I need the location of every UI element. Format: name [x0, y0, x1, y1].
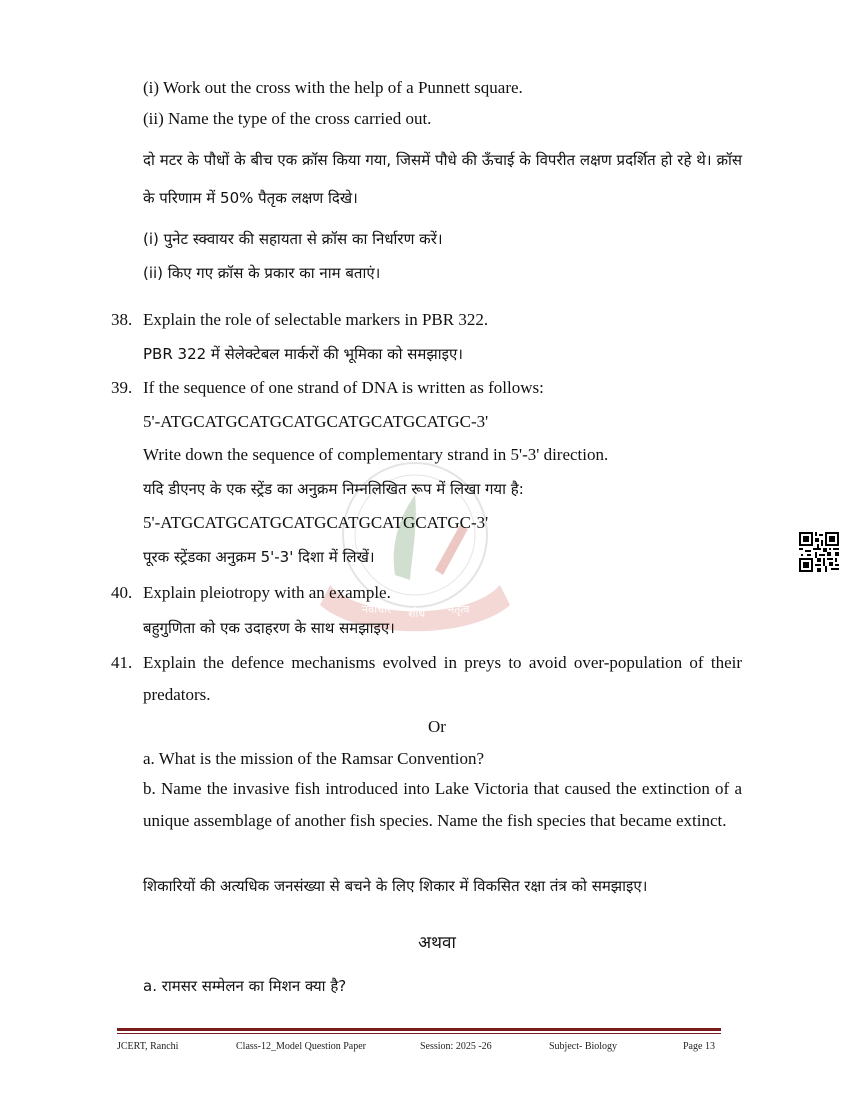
motto-3: नेतृत्व — [448, 603, 470, 616]
footer-session: Session: 2025 -26 — [420, 1041, 492, 1052]
q40-text: Explain pleiotropy with an example. — [143, 583, 391, 602]
q37-part-i: (i) Work out the cross with the help of a Punnett square. — [143, 78, 523, 97]
motto-2: शोध — [408, 607, 426, 620]
qr-code-icon — [799, 532, 839, 572]
footer-page-number: Page 13 — [683, 1041, 715, 1052]
footer-org: JCERT, Ranchi — [117, 1041, 179, 1052]
footer-rule-thick — [117, 1028, 721, 1031]
question-number-40: 40. — [111, 583, 133, 602]
q37-hindi-part-i: (i) पुनेट स्क्वायर की सहायता से क्रॉस का निर्धारण करें। — [143, 230, 443, 248]
footer-paper: Class-12_Model Question Paper — [236, 1041, 366, 1052]
q39-text-2: Write down the sequence of complementary strand in 5'-3' direction. — [143, 445, 609, 464]
q39-text: If the sequence of one strand of DNA is written as follows: — [143, 378, 544, 397]
q39-sequence: 5'-ATGCATGCATGCATGCATGCATGCATGC-3' — [143, 412, 489, 431]
q39-hindi-2: पूरक स्ट्रेंडका अनुक्रम 5'-3' दिशा में लिखें। — [143, 548, 375, 566]
question-number-39: 39. — [111, 378, 133, 397]
q38-hindi: PBR 322 में सेलेक्टेबल मार्करों की भूमिका को समझाइए। — [143, 345, 463, 363]
q37-hindi-part-ii: (ii) किए गए क्रॉस के प्रकार का नाम बताएं। — [143, 264, 381, 282]
question-number-41: 41. — [111, 653, 133, 672]
q41-hindi: शिकारियों की अत्यधिक जनसंख्या से बचने के लिए शिकार में विकसित रक्षा तंत्र को समझाइए। — [143, 877, 648, 895]
q41-hindi-or: अथवा — [418, 933, 456, 953]
q41-part-b: b. Name the invasive fish introduced into Lake Victoria that caused the extinction of a unique assemblage of another fish species. Name the fish species that became extinct. — [143, 779, 742, 830]
q41-part-a: a. What is the mission of the Ramsar Convention? — [143, 749, 485, 768]
footer-subject: Subject- Biology — [549, 1041, 618, 1052]
q41-text: Explain the defence mechanisms evolved in preys to avoid over-population of their predators. — [143, 653, 742, 704]
footer-rule-thin — [117, 1033, 721, 1034]
q41-or: Or — [428, 717, 446, 736]
q37-part-ii: (ii) Name the type of the cross carried out. — [143, 109, 432, 128]
q39-sequence-hindi: 5'-ATGCATGCATGCATGCATGCATGCATGC-3' — [143, 513, 489, 532]
q38-text: Explain the role of selectable markers in PBR 322. — [143, 310, 489, 329]
q37-hindi-stem: दो मटर के पौधों के बीच एक क्रॉस किया गया, जिसमें पौधे की ऊँचाई के विपरीत लक्षण प्रदर्शित हो रहे थे। क्रॉस के परिणाम में 50% पैतृक लक्षण दिखे। — [143, 151, 742, 207]
question-number-38: 38. — [111, 310, 133, 329]
motto-1: नवाचार — [362, 603, 392, 616]
q40-hindi: बहुगुणिता को एक उदाहरण के साथ समझाइए। — [143, 619, 395, 637]
q39-hindi: यदि डीएनए के एक स्ट्रेंड का अनुक्रम निम्नलिखित रूप में लिखा गया है: — [143, 480, 524, 498]
q41-hindi-part-a: a. रामसर सम्मेलन का मिशन क्या है? — [143, 977, 347, 995]
